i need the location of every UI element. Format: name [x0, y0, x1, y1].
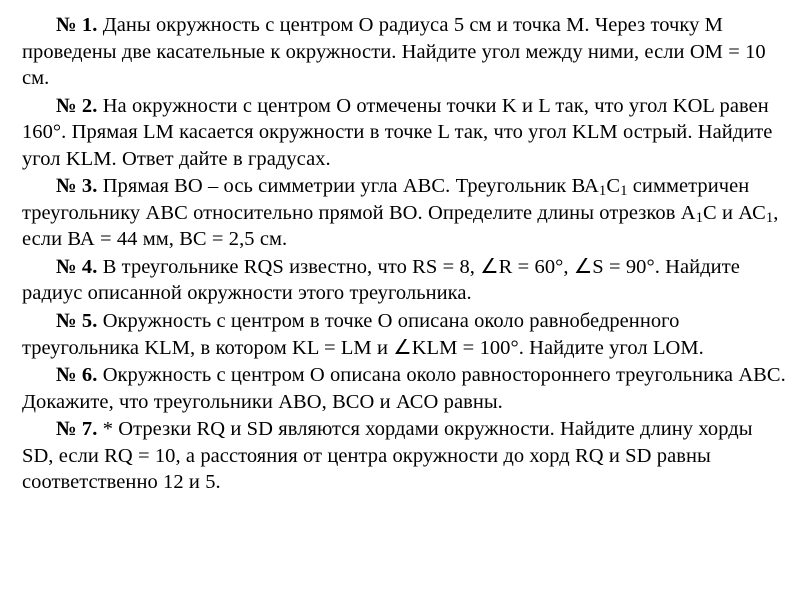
problem-item [22, 308, 788, 361]
problem-text: На окружности с центром О отмечены точки K и L так, что угол KOL равен 160°. Прямая LM касается окружности в точке L так, что угол KLM острый. Найдите угол KLM. Ответ дайте в градусах. [22, 94, 773, 170]
problem-number: № 3. [56, 175, 98, 198]
problem-number: № 2. [56, 94, 98, 117]
problem-item [22, 93, 788, 173]
problem-item [22, 416, 788, 496]
problem-item [22, 12, 788, 92]
problem-item [22, 173, 788, 253]
problem-number: № 4. [56, 255, 98, 278]
problem-text: Окружность с центром в точке О описана около равнобедренного треугольника KLM, в котором KL = LM и ∠KLM = 100°. Найдите угол LOM. [22, 310, 704, 359]
problem-number: № 6. [56, 364, 98, 387]
problem-item [22, 254, 788, 307]
problem-text: Даны окружность с центром О радиуса 5 см и точка М. Через точку М проведены две касательные к окружности. Найдите угол между ними, если ОМ = 10 см. [22, 14, 766, 90]
problem-number: № 5. [56, 310, 98, 333]
problem-item [22, 362, 788, 415]
problem-text: В треугольнике RQS известно, что RS = 8, ∠R = 60°, ∠S = 90°. Найдите радиус описанной окружности этого треугольника. [22, 255, 740, 305]
problem-text: Окружность с центром О описана около равностороннего треугольника АВС. Докажите, что треугольники АВО, ВСО и АСО равны. [22, 364, 786, 413]
problem-number: № 1. [56, 14, 98, 36]
problem-number: № 7. [56, 418, 98, 441]
problem-text: * Отрезки RQ и SD являются хордами окружности. Найдите длину хорды SD, если RQ = 10, а расстояния от центра окружности до хорд RQ и SD равны соответственно 12 и 5. [22, 418, 753, 494]
problem-text: Прямая ВО – ось симметрии угла АВС. Треугольник $ВА_1С_1$ симметричен треугольнику АВС относительно прямой ВО. Определите длины отрезков $А_1С$ и $АС_1$, если ВА = 44 мм, ВС = 2,5 см. [22, 175, 779, 251]
